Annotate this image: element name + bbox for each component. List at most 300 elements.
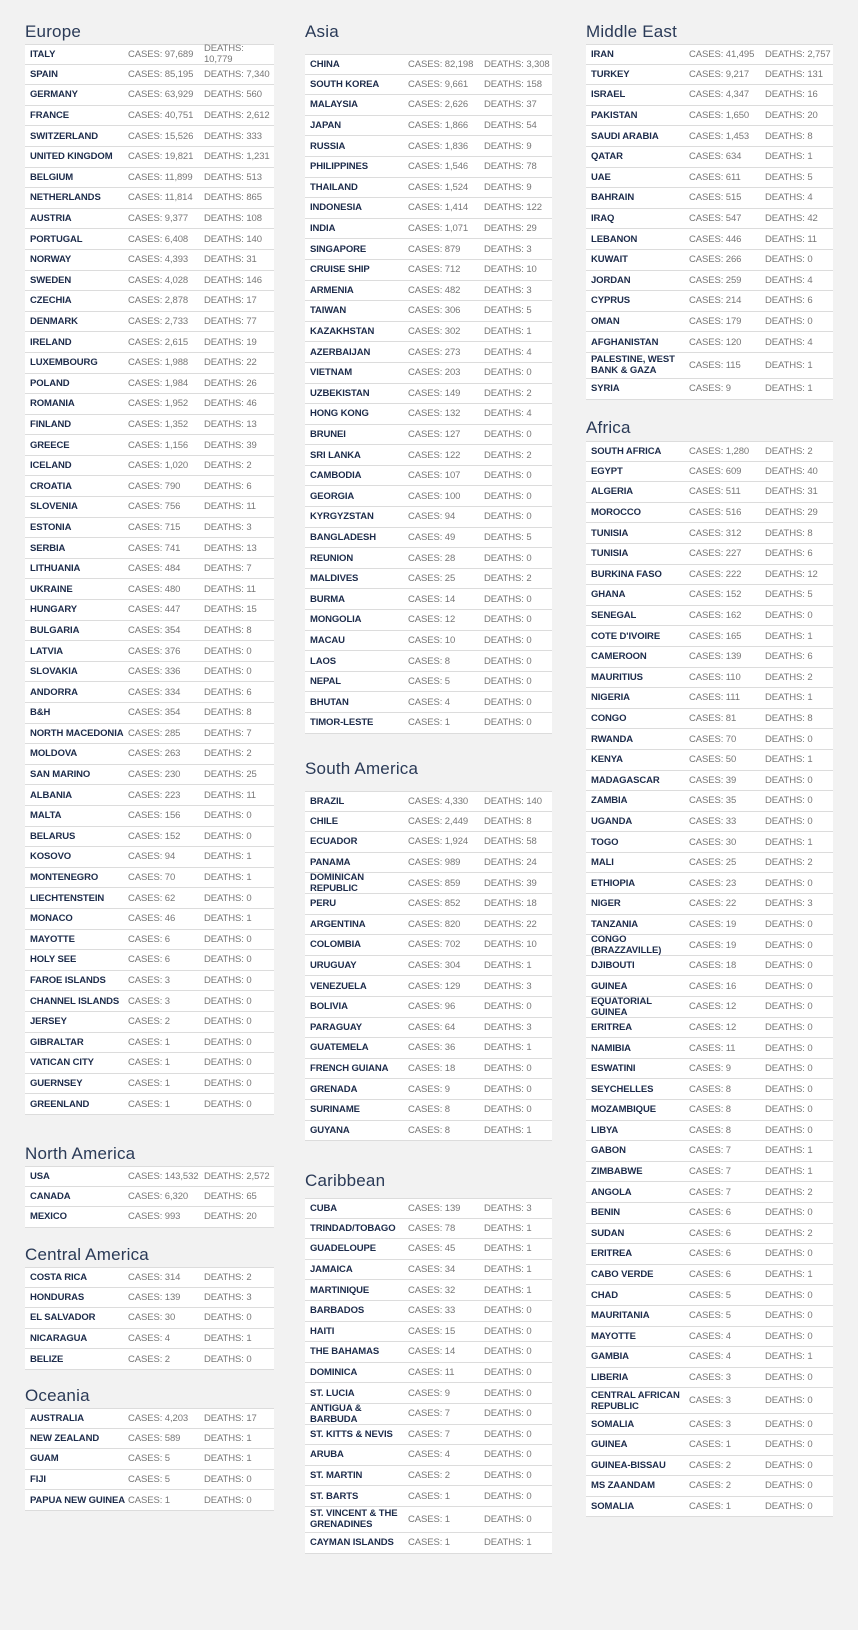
table-row <box>586 168 833 189</box>
deaths-label: DEATHS: <box>204 851 244 863</box>
table-row <box>305 136 552 157</box>
cases-cell <box>689 775 765 786</box>
deaths-label: DEATHS: <box>484 223 524 235</box>
deaths-label: DEATHS: <box>765 1439 805 1451</box>
cases-label: CASES: <box>408 140 443 152</box>
cases-label: CASES: <box>689 610 724 622</box>
cases-label: CASES: <box>689 939 724 951</box>
deaths-label: DEATHS: <box>765 1021 805 1033</box>
cases-label: CASES: <box>408 490 443 502</box>
deaths-label: DEATHS: <box>484 58 524 70</box>
deaths-label: DEATHS: <box>204 748 244 760</box>
country-name: NIGERIA <box>591 692 630 704</box>
deaths-label: DEATHS: <box>484 470 524 482</box>
cases-label: CASES: <box>689 527 724 539</box>
cases-label: CASES: <box>408 1513 443 1525</box>
table-row <box>586 250 833 271</box>
deaths-cell <box>484 1537 552 1548</box>
deaths-cell <box>204 707 274 718</box>
deaths-value: 1 <box>246 1333 252 1345</box>
cases-label: CASES: <box>689 68 724 80</box>
cases-cell <box>689 795 765 806</box>
deaths-label: DEATHS: <box>765 815 805 827</box>
deaths-label: DEATHS: <box>204 439 244 451</box>
deaths-value: 8 <box>807 713 813 725</box>
cases-value: 1,866 <box>444 120 469 132</box>
country-name: TRINDAD/TOBAGO <box>310 1222 396 1234</box>
cases-label: CASES: <box>408 655 443 667</box>
deaths-label: DEATHS: <box>765 1145 805 1157</box>
deaths-value: 19 <box>246 336 257 348</box>
cases-cell <box>128 419 204 430</box>
country-name: PARAGUAY <box>310 1021 362 1033</box>
country-name: UNITED KINGDOM <box>30 151 113 163</box>
cases-value: 179 <box>725 316 742 328</box>
country-name: AFGHANISTAN <box>591 336 659 348</box>
cases-cell <box>128 584 204 595</box>
cases-label: CASES: <box>689 1083 724 1095</box>
cases-label: CASES: <box>128 1016 163 1028</box>
table-row <box>25 1094 274 1115</box>
cases-label: CASES: <box>408 918 443 930</box>
country-name: CHILE <box>310 815 339 827</box>
deaths-label: DEATHS: <box>204 398 244 410</box>
deaths-value: 37 <box>526 99 537 111</box>
cases-value: 36 <box>444 1042 456 1054</box>
cases-label: CASES: <box>408 795 443 807</box>
deaths-label: DEATHS: <box>484 1202 524 1214</box>
country-name: TURKEY <box>591 68 630 80</box>
deaths-label: DEATHS: <box>765 692 805 704</box>
deaths-value: 31 <box>807 486 818 498</box>
deaths-label: DEATHS: <box>484 1243 524 1255</box>
cases-cell <box>408 1514 484 1525</box>
cases-cell <box>408 656 484 667</box>
deaths-value: 2,572 <box>246 1170 270 1182</box>
table-row <box>305 260 552 281</box>
deaths-label: DEATHS: <box>484 877 524 889</box>
country-name: UZBEKISTAN <box>310 387 370 399</box>
country-name: GRENADA <box>310 1083 358 1095</box>
deaths-value: 39 <box>526 877 537 889</box>
deaths-value: 2 <box>246 1271 252 1283</box>
region-table <box>25 1267 274 1370</box>
country-name: ARUBA <box>310 1449 344 1461</box>
country-name: SENEGAL <box>591 610 637 622</box>
cases-value: 1,650 <box>725 110 750 122</box>
cases-cell <box>408 326 484 337</box>
deaths-value: 0 <box>526 1104 532 1116</box>
deaths-label: DEATHS: <box>204 1412 244 1424</box>
cases-cell <box>408 1491 484 1502</box>
cases-value: 16 <box>725 980 737 992</box>
cases-label: CASES: <box>408 1124 443 1136</box>
deaths-label: DEATHS: <box>765 1289 805 1301</box>
country-name: TOGO <box>591 836 619 848</box>
deaths-value: 5 <box>526 305 532 317</box>
cases-label: CASES: <box>689 630 724 642</box>
cases-value: 14 <box>444 593 456 605</box>
country-name: ICELAND <box>30 460 72 472</box>
cases-value: 9 <box>444 1083 450 1095</box>
table-row <box>586 291 833 312</box>
cases-value: 285 <box>164 727 181 739</box>
region-table <box>305 54 552 734</box>
deaths-cell <box>204 1495 274 1506</box>
region-table <box>586 44 833 400</box>
cases-label: CASES: <box>689 548 724 560</box>
cases-cell <box>128 1191 204 1202</box>
deaths-cell <box>765 1063 833 1074</box>
deaths-value: 560 <box>246 89 262 101</box>
deaths-label: DEATHS: <box>204 460 244 472</box>
cases-cell <box>689 383 765 394</box>
deaths-value: 0 <box>246 1494 252 1506</box>
table-row <box>586 1476 833 1497</box>
deaths-value: 17 <box>246 1412 257 1424</box>
cases-label: CASES: <box>689 1063 724 1075</box>
cases-cell <box>408 1305 484 1316</box>
country-name: CANADA <box>30 1190 71 1202</box>
cases-label: CASES: <box>128 213 163 225</box>
table-row <box>586 729 833 750</box>
cases-cell <box>128 872 204 883</box>
cases-cell <box>408 1243 484 1254</box>
table-row <box>25 85 274 106</box>
cases-cell <box>128 1171 204 1182</box>
country-name: CONGO <box>591 713 627 725</box>
cases-label: CASES: <box>408 1387 443 1399</box>
cases-value: 3 <box>725 1372 731 1384</box>
country-name: SRI LANKA <box>310 449 361 461</box>
cases-cell <box>128 1312 204 1323</box>
country-name: SLOVAKIA <box>30 666 78 678</box>
deaths-value: 0 <box>807 1104 813 1116</box>
cases-label: CASES: <box>689 316 724 328</box>
deaths-cell <box>204 110 274 121</box>
country-name: KENYA <box>591 754 623 766</box>
deaths-value: 4 <box>526 346 532 358</box>
cases-value: 6 <box>725 1207 731 1219</box>
cases-label: CASES: <box>689 1248 724 1260</box>
deaths-value: 0 <box>526 552 532 564</box>
cases-value: 11 <box>725 1042 736 1054</box>
table-row <box>586 106 833 127</box>
deaths-label: DEATHS: <box>765 1351 805 1363</box>
deaths-cell <box>765 49 833 60</box>
cases-cell <box>128 543 204 554</box>
deaths-label: DEATHS: <box>765 1001 805 1013</box>
cases-value: 11,899 <box>164 171 193 183</box>
cases-value: 741 <box>164 542 181 554</box>
country-name: ST. LUCIA <box>310 1387 355 1399</box>
cases-value: 115 <box>725 359 741 371</box>
cases-label: CASES: <box>408 980 443 992</box>
cases-label: CASES: <box>689 671 724 683</box>
cases-label: CASES: <box>689 1227 724 1239</box>
cases-value: 5 <box>164 1474 170 1486</box>
cases-value: 1 <box>725 1500 731 1512</box>
cases-value: 480 <box>164 583 181 595</box>
table-row <box>305 322 552 343</box>
cases-label: CASES: <box>689 1310 724 1322</box>
country-name: BELIZE <box>30 1353 64 1365</box>
deaths-value: 0 <box>807 1289 813 1301</box>
cases-cell <box>128 501 204 512</box>
table-row <box>305 1507 552 1533</box>
cases-label: CASES: <box>408 717 443 729</box>
deaths-label: DEATHS: <box>765 713 805 725</box>
cases-value: 18 <box>444 1063 456 1075</box>
cases-value: 223 <box>164 789 181 801</box>
cases-cell <box>128 996 204 1007</box>
country-name: THAILAND <box>310 181 358 193</box>
cases-value: 70 <box>725 733 737 745</box>
cases-label: CASES: <box>408 408 443 420</box>
table-row <box>25 744 274 765</box>
cases-cell <box>128 131 204 142</box>
cases-label: CASES: <box>689 857 724 869</box>
table-row <box>25 291 274 312</box>
deaths-value: 146 <box>246 274 262 286</box>
country-name: AUSTRIA <box>30 213 72 225</box>
deaths-label: DEATHS: <box>204 192 244 204</box>
cases-label: CASES: <box>689 733 724 745</box>
table-row <box>586 44 833 65</box>
deaths-cell <box>765 631 833 642</box>
cases-label: CASES: <box>689 486 724 498</box>
deaths-label: DEATHS: <box>765 110 805 122</box>
deaths-cell <box>204 604 274 615</box>
deaths-label: DEATHS: <box>204 892 244 904</box>
cases-label: CASES: <box>408 1264 443 1276</box>
country-name: ERITREA <box>591 1021 632 1033</box>
deaths-cell <box>765 837 833 848</box>
table-row <box>25 868 274 889</box>
cases-value: 334 <box>164 686 181 698</box>
country-name: ANGOLA <box>591 1186 632 1198</box>
table-row <box>305 75 552 96</box>
cases-value: 484 <box>164 563 181 575</box>
deaths-cell <box>765 1269 833 1280</box>
cases-value: 6,408 <box>164 233 189 245</box>
deaths-label: DEATHS: <box>204 583 244 595</box>
cases-label: CASES: <box>408 1305 443 1317</box>
deaths-value: 0 <box>246 1312 252 1324</box>
cases-cell <box>689 631 765 642</box>
cases-value: 70 <box>164 872 176 884</box>
deaths-cell <box>204 1016 274 1027</box>
deaths-cell <box>484 981 552 992</box>
country-name: CENTRAL AFRICAN REPUBLIC <box>591 1389 680 1412</box>
country-name: CHAD <box>591 1289 619 1301</box>
deaths-label: DEATHS: <box>765 589 805 601</box>
cases-label: CASES: <box>128 110 163 122</box>
table-row <box>25 703 274 724</box>
cases-label: CASES: <box>408 1367 443 1379</box>
deaths-label: DEATHS: <box>204 418 244 430</box>
deaths-label: DEATHS: <box>204 666 244 678</box>
cases-value: 2,449 <box>444 815 469 827</box>
table-row <box>305 384 552 405</box>
table-row <box>305 692 552 713</box>
cases-cell <box>128 378 204 389</box>
deaths-label: DEATHS: <box>204 913 244 925</box>
deaths-value: 10,779 <box>204 54 233 66</box>
cases-value: 1,952 <box>164 398 189 410</box>
deaths-label: DEATHS: <box>484 960 524 972</box>
cases-value: 6 <box>725 1269 731 1281</box>
deaths-value: 0 <box>526 1449 532 1461</box>
country-name: PAPUA NEW GUINEA <box>30 1494 125 1506</box>
cases-cell <box>408 573 484 584</box>
deaths-cell <box>765 360 833 371</box>
table-row <box>586 791 833 812</box>
cases-cell <box>128 1272 204 1283</box>
deaths-cell <box>204 563 274 574</box>
cases-label: CASES: <box>408 696 443 708</box>
country-name: NIGER <box>591 898 621 910</box>
table-row <box>586 832 833 853</box>
country-name: GUERNSEY <box>30 1077 83 1089</box>
cases-cell <box>408 1001 484 1012</box>
cases-cell <box>689 316 765 327</box>
table-row <box>586 271 833 292</box>
deaths-label: DEATHS: <box>204 707 244 719</box>
cases-label: CASES: <box>689 1021 724 1033</box>
cases-cell <box>689 1145 765 1156</box>
section-caribbean <box>305 1170 552 1554</box>
cases-cell <box>689 692 765 703</box>
country-name: IRAQ <box>591 213 615 225</box>
deaths-cell <box>204 1078 274 1089</box>
deaths-label: DEATHS: <box>484 634 524 646</box>
deaths-value: 5 <box>807 589 813 601</box>
deaths-cell <box>765 692 833 703</box>
cases-cell <box>408 1022 484 1033</box>
deaths-cell <box>765 337 833 348</box>
deaths-label: DEATHS: <box>204 769 244 781</box>
table-row <box>25 662 274 683</box>
cases-value: 97,689 <box>164 48 194 60</box>
cases-value: 609 <box>725 465 742 477</box>
cases-label: CASES: <box>689 89 724 101</box>
country-name: OMAN <box>591 316 620 328</box>
deaths-label: DEATHS: <box>484 99 524 111</box>
deaths-value: 0 <box>807 1310 813 1322</box>
country-name: BURMA <box>310 593 345 605</box>
deaths-value: 333 <box>246 130 262 142</box>
cases-label: CASES: <box>689 1042 724 1054</box>
deaths-label: DEATHS: <box>765 1459 805 1471</box>
cases-label: CASES: <box>128 872 163 884</box>
deaths-cell <box>765 172 833 183</box>
cases-label: CASES: <box>128 48 163 60</box>
cases-cell <box>408 388 484 399</box>
table-row <box>586 1059 833 1080</box>
deaths-value: 0 <box>246 975 252 987</box>
deaths-value: 0 <box>246 810 252 822</box>
country-name: THE BAHAMAS <box>310 1346 380 1358</box>
country-name: KUWAIT <box>591 254 628 266</box>
table-row <box>25 374 274 395</box>
deaths-cell <box>765 569 833 580</box>
cases-label: CASES: <box>128 192 163 204</box>
deaths-value: 6 <box>807 651 813 663</box>
deaths-label: DEATHS: <box>204 213 244 225</box>
section-oceania <box>25 1385 274 1511</box>
cases-label: CASES: <box>128 68 163 80</box>
deaths-label: DEATHS: <box>765 1310 805 1322</box>
cases-value: 4,393 <box>164 254 189 266</box>
deaths-cell <box>204 357 274 368</box>
table-row <box>586 353 833 379</box>
cases-value: 10 <box>444 634 456 646</box>
country-name: CAMEROON <box>591 651 647 663</box>
deaths-cell <box>484 1063 552 1074</box>
deaths-value: 1 <box>807 1269 813 1281</box>
deaths-value: 0 <box>807 316 813 328</box>
country-name: DOMINICA <box>310 1367 358 1379</box>
country-name: SINGAPORE <box>310 243 367 255</box>
deaths-label: DEATHS: <box>204 872 244 884</box>
cases-cell <box>689 1419 765 1430</box>
country-name: ISRAEL <box>591 89 626 101</box>
table-row <box>586 126 833 147</box>
table-row <box>25 394 274 415</box>
cases-value: 6 <box>164 954 170 966</box>
table-row <box>586 188 833 209</box>
cases-cell <box>689 1084 765 1095</box>
section-north-america <box>25 1143 274 1228</box>
cases-value: 1,984 <box>164 377 189 389</box>
deaths-value: 0 <box>807 1439 813 1451</box>
cases-value: 304 <box>444 960 461 972</box>
country-name: JAPAN <box>310 120 341 132</box>
cases-value: 1,352 <box>164 418 189 430</box>
deaths-value: 20 <box>246 1211 257 1223</box>
table-row <box>586 544 833 565</box>
table-row <box>586 812 833 833</box>
country-name: BELARUS <box>30 830 76 842</box>
country-name: MACAU <box>310 634 345 646</box>
country-name: JERSEY <box>30 1016 67 1028</box>
deaths-value: 0 <box>807 1124 813 1136</box>
cases-label: CASES: <box>128 707 163 719</box>
cases-label: CASES: <box>408 634 443 646</box>
cases-value: 129 <box>444 980 461 992</box>
deaths-value: 0 <box>526 1083 532 1095</box>
cases-cell <box>408 635 484 646</box>
deaths-label: DEATHS: <box>484 1264 524 1276</box>
table-row <box>305 873 552 894</box>
deaths-value: 0 <box>807 1480 813 1492</box>
country-name: MONTENEGRO <box>30 872 99 884</box>
cases-label: CASES: <box>128 1432 163 1444</box>
country-name: PALESTINE, WEST BANK & GAZA <box>591 354 675 377</box>
deaths-label: DEATHS: <box>204 254 244 266</box>
table-row <box>586 1182 833 1203</box>
country-name: NETHERLANDS <box>30 192 101 204</box>
cases-cell <box>689 151 765 162</box>
deaths-label: DEATHS: <box>765 295 805 307</box>
country-name: MAYOTTE <box>591 1330 636 1342</box>
deaths-value: 13 <box>246 418 257 430</box>
table-row <box>25 250 274 271</box>
deaths-label: DEATHS: <box>765 857 805 869</box>
cases-value: 1 <box>164 1057 170 1069</box>
cases-value: 3 <box>164 995 170 1007</box>
